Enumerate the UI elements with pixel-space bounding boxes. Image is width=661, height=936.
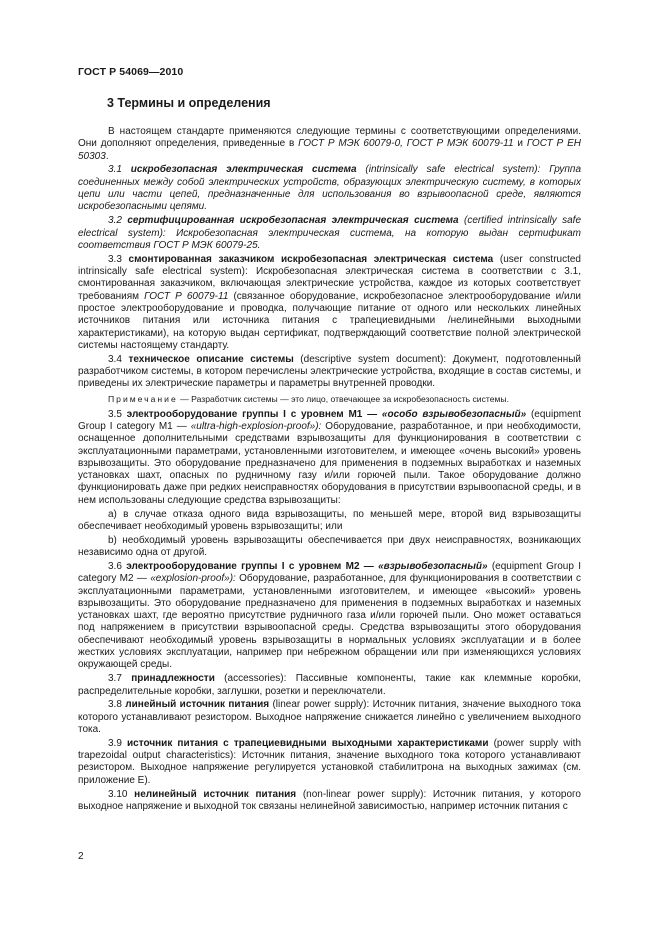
term-3-1: 3.1 искробезопасная электрическая система (intrinsically safe electrical system): Группа соединенных между собой электрических устройств, образующих электрическую систему, в которых цепи или части цепей, предназначенные для использования во взрывоопасной среде, являются искробезопасными цепями. xyxy=(78,164,582,213)
document-body xyxy=(78,126,581,815)
document-header: ГОСТ Р 54069—2010 xyxy=(78,66,184,78)
note: Примечание — Разработчик системы — это лицо, отвечающее за искробезопасность системы. xyxy=(108,393,509,404)
term-3-8: 3.8 линейный источник питания (linear power supply): Источник питания, значение выходного тока которого устанавливают резистором. Выходное напряжение снижается линейно с увеличением выходного тока. xyxy=(78,699,581,735)
term-3-5: 3.5 электрооборудование группы I с уровнем M1 — «особо взрывобезопасный» (equipment Group I category M1 — «ultra-high-explosion-proof»): Оборудование, разработанное, и при необходимости, оснащенное дополнительными средствами взрывозащиты для функционирования в соответствии с эксплуатационными параметрами, установленными изготовителем, и имеющее «очень высокий» уровень взрывозащиты. Это оборудование предназначено для применения в подземных выработках и наземных установках шахт, опасных по рудничному газу и/или горючей пыли. Такое оборудование должно функционировать даже при редких неисправностях оборудования в присутствии взрывоопасной среды, и в нем использованы следующие средства взрывозащиты: xyxy=(78,408,581,506)
term-3-3: 3.3 смонтированная заказчиком искробезопасная электрическая система (user constructed intrinsically safe electrical system): Искробезопасная электрическая система в соответствии с 3.1, смонтированная заказчиком, включающая электрические устройства, каждое из которых соответствует требованиям ГОСТ Р 60079-11 (связанное оборудование, искробезопасное электрооборудование и/или простое электрооборудование и проводка, получающие питание от одного или нескольких линейных источников питания или источника питания с трапециевидными /нелинейными выходными характеристиками), на которую выдан сертификат, подтверждающий соответствие полной электрической системы настоящему стандарту. xyxy=(78,253,581,351)
term-3-9: 3.9 источник питания с трапециевидными выходными характеристиками (power supply with trapezoidal output characteristics): Источник питания, значение выходного тока которого устанавливают резистором. Выходное напряжение регулируется установкой стабилитрона на выходных зажимах (см. приложение Е). xyxy=(78,737,582,786)
list-item-b: b) необходимый уровень взрывозащиты обеспечивается при двух неисправностях, возникающих независимо одна от другой. xyxy=(78,534,581,559)
section-title: 3 Термины и определения xyxy=(107,96,271,110)
list-item-a: a) в случае отказа одного вида взрывозащиты, по меньшей мере, второй вид взрывозащиты обеспечивает необходимый уровень взрывозащиты; или xyxy=(78,508,581,532)
term-3-7: 3.7 принадлежности (accessories): Пассивные компоненты, такие как клеммные коробки, распределительные коробки, заглушки, розетки и переключатели. xyxy=(78,673,581,697)
page-number: 2 xyxy=(78,851,84,862)
term-3-6: 3.6 электрооборудование группы I с уровнем M2 — «взрывобезопасный» (equipment Group I category M2 — «explosion-proof»): Оборудование, разработанное, для функционирования в соответствии с эксплуатационными параметрами, установленными изготовителем, и имеющее «высокий» уровень взрывозащиты. Это оборудование предназначено для применения в подземных выработках и наземных установках шахт, где вероятно присутствие рудничного газа и/или горючей пыли. Оно может оставаться под напряжением в присутствии взрывоопасной среды. Средства взрывозащиты этого оборудования обеспечивают необходимый уровень взрывозащиты в нормальных условиях эксплуатации и в более жестких условиях эксплуатации, например при небрежном обращении или при изменяющихся условиях окружающей среды. xyxy=(78,560,582,671)
term-3-2: 3.2 сертифицированная искробезопасная электрическая система (certified intrinsically safe electrical system): Искробезопасная электрическая система, на которую выдан сертификат соответствия ГОСТ Р МЭК 60079-25. xyxy=(78,215,582,251)
note-label: Примечание xyxy=(108,393,178,404)
term-3-10: 3.10 нелинейный источник питания (non-linear power supply): Источник питания, у которого выходное напряжение и выходной ток связаны нелинейной зависимостью, например источник питания с xyxy=(78,788,581,812)
term-3-4: 3.4 техническое описание системы (descriptive system document): Документ, подготовленный разработчиком системы, в котором перечислены электрические устройства, входящие в состав системы, и приведены их электрические параметры и параметры внутренней проводки. xyxy=(78,353,581,390)
intro-paragraph: В настоящем стандарте применяются следующие термины с соответствующими определениями. Они дополняют определения, приведенные в ГОСТ Р МЭК 60079-0, ГОСТ Р МЭК 60079-11 и ГОСТ Р ЕН 50303. xyxy=(78,126,581,162)
